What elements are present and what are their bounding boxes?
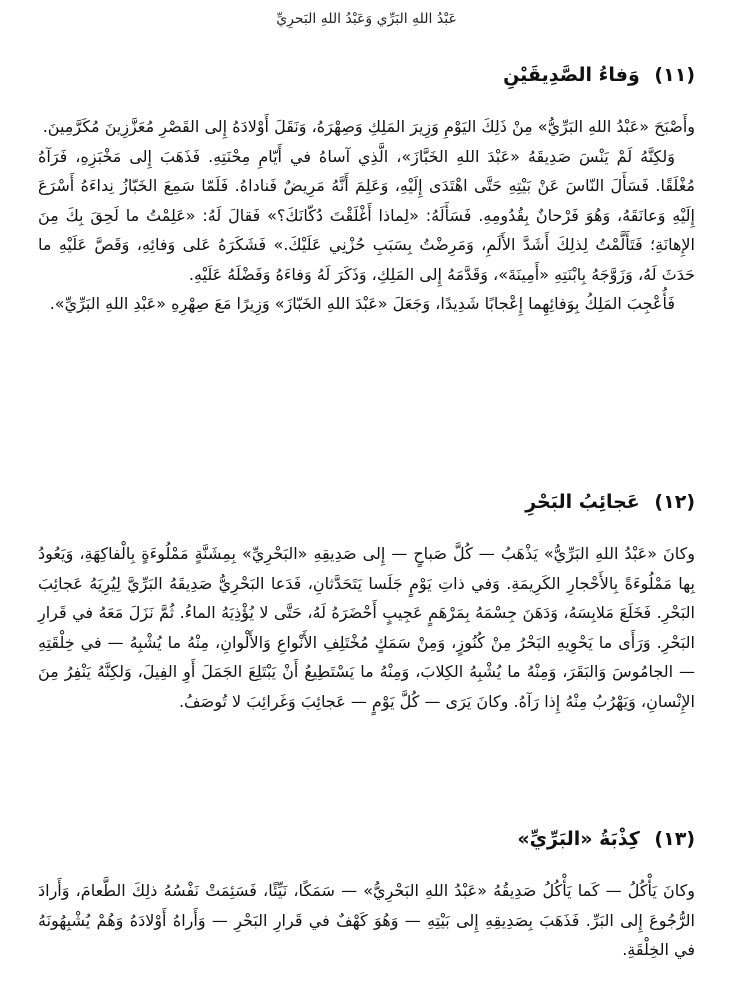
paragraph: وَلكِنَّهُ لَمْ يَنْسَ صَدِيقَهُ «عَبْدَ اللهِ الخَبَّازَ»، الَّذِي آساهُ في أَيّامِ مِحْنَتِهِ. فَذَهَبَ إِلى مَخْبَزِهِ، فَرَآهُ مُغْلَقًا. فَسَأَلَ النّاسَ عَنْ بَيْتِهِ حَتَّى اهْتَدَى إِلَيْهِ، وَعَلِمَ أَنَّهُ مَرِيضٌ فَناداهُ. فَلَمّا سَمِعَ الخَبّازُ نِداءَهُ أَسْرَعَ إِلَيْهِ وَعانَقَهُ، وَهُوَ فَرْحانٌ بِقُدُومِهِ. فَسَأَلَهُ: «لِماذا أَغْلَقْتَ دُكّانَكَ؟» فَقالَ لَهُ: «عَلِمْتُ ما لَحِقَ بِكَ مِنَ الإِهانَةِ؛ فَتَأَلَّمْتُ لِذلِكَ أَشَدَّ الأَلَمِ، وَمَرِضْتُ بِسَبَبِ حُزْنِي عَلَيْكَ.» فَشَكَرَهُ عَلى وَفائِهِ، وَقَصَّ عَلَيْهِ ما حَدَثَ لَهُ، وَزَوَّجَهُ بِابْنَتِهِ «أَمِينَةَ»، وَقَدَّمَهُ إِلى المَلِكِ، وَذَكَرَ لَهُ وَفاءَهُ وَفَضْلَهُ عَلَيْهِ. [38, 146, 695, 284]
running-header: عَبْدُ اللهِ البَرِّي وَعَبْدُ اللهِ البَحرِيِّ [276, 11, 457, 27]
paragraph: وكانَ «عَبْدُ اللهِ البَرِّيُّ» يَذْهَبُ — كُلَّ صَباحٍ — إِلى صَدِيقِهِ «البَحْرِيِّ» بِمِشَنَّةٍ مَمْلُوءَةٍ بِالْفاكِهَةِ، وَيَعُودُ بِها مَمْلُوءَةً بِالأَحْجارِ الكَرِيمَةِ. وَفي ذاتِ يَوْمٍ جَلَسا يَتَحَدَّثانِ، فَدَعا البَحْرِيُّ صَدِيقَهُ البَرِّيَّ لِيُرِيَهُ عَجائِبَ البَحْرِ. فَخَلَعَ مَلابِسَهُ، وَدَهَنَ جِسْمَهُ بِمَرْهَمٍ عَجِيبٍ أَحْضَرَهُ لَهُ، حَتَّى لا يُؤْذِيَهُ الماءُ. ثُمَّ نَزَلَ مَعَهُ في قَرارِ البَحْرِ. وَرَأَى ما يَحْوِيهِ البَحْرُ مِنْ كُنُوزٍ، وَمِنْ سَمَكٍ مُخْتَلِفِ الأَنْواعِ وَالأَلْوانِ، مِنْهُ ما يُشْبِهُ — في خِلْقَتِهِ — الجامُوسَ وَالبَقَرَ، وَمِنْهُ ما يُشْبِهُ الكِلابَ، وَمِنْهُ ما يَسْتَطِيعُ أَنْ يَبْتَلِعَ الجَمَلَ أَوِ الفِيلَ، وَلكِنَّهُ يَنْفِرُ مِنَ الإِنْسانِ، وَيَهْرُبُ مِنْهُ إِذا رَآهُ. وكانَ يَرَى — كُلَّ يَوْمٍ — عَجائِبَ وَغَرائِبَ لا تُوصَفُ. [38, 544, 695, 711]
section-body [38, 876, 695, 965]
section-number: (١٢) [654, 491, 695, 513]
section-heading [38, 487, 695, 517]
section-number: (١١) [654, 64, 695, 86]
section-body [38, 539, 695, 716]
section-number: (١٣) [654, 828, 695, 850]
paragraph: وكانَ يَأْكُلُ — كَما يَأْكُلُ صَدِيقُهُ «عَبْدُ اللهِ البَحْرِيُّ» — سَمَكًا، نَيِّئًا، فَسَئِمَتْ نَفْسُهُ ذلِكَ الطَّعامَ، وَأَرادَ الرُّجُوعَ إِلى البَرِّ. فَذَهَبَ بِصَدِيقِهِ إِلى بَيْتِهِ — وَهُوَ كَهْفٌ في قَرارِ البَحْرِ — وَأَراهُ أَوْلادَهُ وَهُمْ يُشْبِهُونَهُ في الخِلْقَةِ. [38, 881, 695, 959]
section-title: وَفاءُ الصَّدِيقَيْنِ [503, 64, 640, 86]
section-heading [38, 824, 695, 854]
section-title: كِذْبَةُ «البَرِّيِّ» [517, 828, 640, 850]
section-13 [38, 824, 695, 965]
section-heading [38, 60, 695, 90]
section-body [38, 112, 695, 319]
section-title: عَجائِبُ البَحْرِ [525, 491, 640, 513]
section-12 [38, 487, 695, 716]
paragraph: وأَصْبَحَ «عَبْدُ اللهِ البَرِّيُّ» مِنْ ذَلِكَ اليَوْمِ وَزِيرَ المَلِكِ وَصِهْرَهُ، وَنَقَلَ أَوْلادَهُ إِلى القَصْرِ مُعَزَّزِينَ مُكَرَّمِينَ. [42, 117, 695, 136]
paragraph: فَأُعْجِبَ المَلِكُ بِوَفائِهِما إِعْجابًا شَدِيدًا، وَجَعَلَ «عَبْدَ اللهِ الخَبّازَ» وَزِيرًا مَعَ صِهْرِهِ «عَبْدِ اللهِ البَرِّيِّ». [49, 294, 675, 313]
section-11 [38, 60, 695, 319]
